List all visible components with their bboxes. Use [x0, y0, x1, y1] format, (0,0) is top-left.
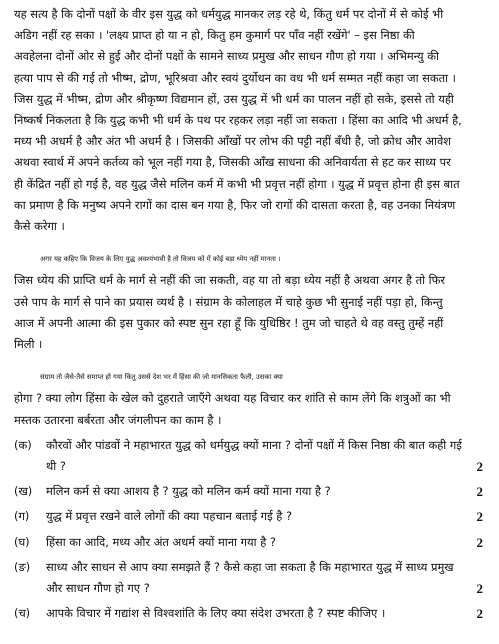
question-text: [46, 506, 461, 527]
question-item: [14, 435, 487, 477]
passage-line: अथवा स्वार्थ में अपने कर्तव्य को भूल नहीं गया है, जिसकी आँख साधना की अनिवार्यता से हट कर साध्य पर: [14, 155, 451, 170]
question-list: [14, 435, 487, 625]
question-marks: 2: [476, 484, 483, 500]
passage-line: मस्तक उतारना बर्बरता और जंगलीपन का काम है ।: [14, 412, 222, 427]
question-line: और साधन गौण हो गए ?: [46, 581, 150, 596]
question-text: [46, 481, 461, 502]
passage-line: संग्राम तो जैसे-तैसे समाप्त हो गया किंतु उससे देश भर में हिंसा की जो मानसिकता फैली, उसका क्या: [40, 373, 283, 382]
question-line: युद्ध में प्रवृत्त रखने वाले लोगों की क्या पहचान बताई गई है ?: [46, 509, 293, 524]
passage-line: मध्य भी अधर्म है और अंत भी अधर्म है । जिसकी आँखों पर लोभ की पट्टी नहीं बँधी है, जो क्रोध और आवेश: [14, 134, 452, 149]
question-item: [14, 506, 487, 527]
question-line: हिंसा का आदि, मध्य और अंत अधर्म क्यों माना गया है ?: [46, 534, 276, 549]
question-marks: 2: [476, 534, 483, 550]
passage-line: ही केंद्रित नहीं हो गई है, वह युद्ध जैसे मलिन कर्म में कभी भी प्रवृत्त नहीं होगा । युद्ध में प्रवृत्त होना ही इस बात: [14, 176, 460, 191]
passage-line: यह सत्य है कि दोनों पक्षों के वीर इस युद्ध को धर्मयुद्ध मानकर लड़ रहे थे, किंतु धर्म पर दोनों में से कोई भी: [14, 7, 444, 21]
question-number: (क): [14, 437, 32, 452]
question-number: (ग): [14, 509, 30, 524]
passage-paragraph-1: [14, 4, 487, 237]
passage-line: जिस युद्ध में भीष्म, द्रोण और श्रीकृष्ण विद्यमान हों, उस युद्ध में भी धर्म का पालन नहीं हो सके, इससे तो यही: [14, 91, 454, 106]
question-number: (ङ): [14, 559, 31, 574]
question-text: [46, 532, 461, 553]
passage-line: हत्या पाप से की गई तो भीष्म, द्रोण, भूरिश्रवा और स्वयं दुर्योधन का वध भी धर्म सम्मत नहीं कहा जा सकता ।: [14, 70, 457, 85]
passage-line: मिली ।: [14, 337, 43, 352]
passage-line: अवहेलना दोनों ओर से हुई और दोनों पक्षों के सामने साध्य प्रमुख और साधन गौण हो गया । अभिमन्यु की: [14, 49, 439, 64]
question-text: [46, 603, 461, 624]
question-line: कौरवों और पांडवों ने महाभारत युद्ध को धर्मयुद्ध क्यों माना ? दोनों पक्षों में किस निष्ठा की बात कही गई: [46, 437, 462, 452]
question-item: [14, 481, 487, 502]
question-number: (ख): [14, 484, 33, 499]
question-text: [46, 557, 461, 599]
question-marks: 2: [476, 581, 483, 597]
passage-line: होगा ? क्या लोग हिंसा के खेल को दुहराते जाएँगे अथवा यह विचार कर शांति से काम लेंगे कि शत्रुओं का भी: [14, 391, 451, 406]
question-marks: 2: [476, 606, 483, 622]
question-text: [46, 435, 461, 477]
question-marks: 2: [476, 509, 483, 525]
question-line: मलिन कर्म से क्या आशय है ? युद्ध को मलिन कर्म क्यों माना गया है ?: [46, 484, 331, 499]
question-number: (घ): [14, 534, 30, 549]
question-item: [14, 603, 487, 624]
question-marks: 2: [476, 459, 483, 475]
passage-line: निष्कर्ष निकलता है कि युद्ध कभी भी धर्म के पथ पर रहकर लड़ा नहीं जा सकता । हिंसा का आदि भी अधर्म है,: [14, 113, 462, 128]
question-item: [14, 532, 487, 553]
passage-line: जिस ध्येय की प्राप्ति धर्म के मार्ग से नहीं की जा सकती, वह या तो बड़ा ध्येय नहीं है अथवा अगर है तो फिर: [14, 273, 446, 288]
question-item: [14, 557, 487, 599]
question-line: थी ?: [46, 459, 66, 474]
passage-line: अगर यह कहिए कि विजय के लिए युद्ध अवश्यंभावी है तो विजय को में कोई बड़ा ध्येय नहीं मानता ।: [40, 255, 281, 264]
question-line: साध्य और साधन से आप क्या समझते हैं ? कैसे कहा जा सकता है कि महाभारत युद्ध में साध्य प्रमुख: [46, 559, 454, 574]
passage-line: उसे पाप के मार्ग से पाने का प्रयास व्यर्थ है । संग्राम के कोलाहल में चाहे कुछ भी सुनाई नहीं पड़ा हो, किन्तु: [14, 294, 443, 309]
passage-paragraph-3: [14, 367, 487, 431]
passage-line: का प्रमाण है कि मनुष्य अपने रागों का दास बन गया है, फिर जो रागों की दासता करता है, वह उनका नियंत्रण: [14, 197, 456, 212]
passage-line: आज में अपनी आत्मा की इस पुकार को स्पष्ट सुन रहा हूँ कि युधिष्ठिर ! तुम जो चाहते थे वह वस्तु तुम्हें नहीं: [14, 315, 444, 330]
question-line: आपके विचार में गद्यांश से विश्वशांति के लिए क्या संदेश उभरता है ? स्पष्ट कीजिए ।: [46, 606, 386, 621]
passage-paragraph-2: [14, 249, 487, 355]
passage-line: कैसे करेगा ।: [14, 219, 65, 234]
question-number: (च): [14, 606, 31, 621]
passage-line: अडिग नहीं रह सका । 'लक्ष्य प्राप्त हो या न हो, कितु हम कुमार्ग पर पाँव नहीं रखेंगे' – इस निष्ठा की: [14, 28, 415, 43]
